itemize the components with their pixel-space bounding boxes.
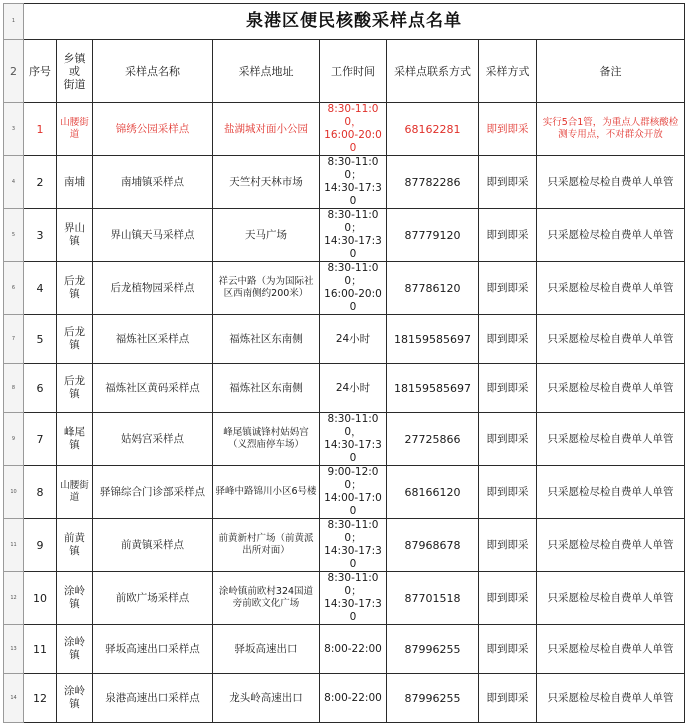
cell-hours-line1: 8:30-11:00； bbox=[327, 156, 379, 181]
cell-method: 即到即采 bbox=[479, 413, 537, 466]
cell-town: 后龙镇 bbox=[57, 315, 93, 364]
cell-method: 即到即采 bbox=[479, 519, 537, 572]
cell-note: 只采愿检尽检自费单人单管 bbox=[537, 156, 685, 209]
cell-contact: 68166120 bbox=[387, 466, 479, 519]
cell-contact: 87968678 bbox=[387, 519, 479, 572]
row-number: 1 bbox=[4, 4, 24, 40]
cell-hours-line1: 8:30-11:00； bbox=[327, 572, 379, 597]
table-row bbox=[4, 625, 685, 674]
cell-seq: 5 bbox=[24, 315, 57, 364]
row-number: 2 bbox=[4, 40, 24, 103]
cell-seq: 2 bbox=[24, 156, 57, 209]
cell-site-name: 驿锦综合门诊部采样点 bbox=[93, 466, 213, 519]
cell-hours-line1: 8:30-11:00， bbox=[327, 413, 379, 438]
cell-hours-line2: 16:00-20:00 bbox=[324, 129, 382, 154]
cell-town: 后龙镇 bbox=[57, 364, 93, 413]
cell-contact: 87996255 bbox=[387, 625, 479, 674]
table-row bbox=[4, 572, 685, 625]
cell-method: 即到即采 bbox=[479, 674, 537, 723]
header-seq: 序号 bbox=[24, 40, 57, 103]
cell-address: 福炼社区东南侧 bbox=[213, 364, 320, 413]
row-number: 4 bbox=[4, 156, 24, 209]
cell-note: 只采愿检尽检自费单人单管 bbox=[537, 674, 685, 723]
cell-hours-line1: 8:00-22:00 bbox=[324, 642, 382, 655]
cell-method: 即到即采 bbox=[479, 572, 537, 625]
row-number: 7 bbox=[4, 315, 24, 364]
cell-note: 实行5合1管，为重点人群核酸检测专用点，不对群众开放 bbox=[537, 103, 685, 156]
cell-seq: 6 bbox=[24, 364, 57, 413]
cell-seq: 10 bbox=[24, 572, 57, 625]
cell-site-name: 福炼社区采样点 bbox=[93, 315, 213, 364]
cell-hours bbox=[320, 103, 387, 156]
cell-hours-line2: 14:30-17:30 bbox=[324, 545, 382, 570]
cell-method: 即到即采 bbox=[479, 156, 537, 209]
cell-hours-line1: 9:00-12:00； bbox=[327, 466, 379, 491]
cell-site-name: 泉港高速出口采样点 bbox=[93, 674, 213, 723]
row-number: 12 bbox=[4, 572, 24, 625]
cell-hours-line2: 14:30-17:30 bbox=[324, 182, 382, 207]
cell-hours bbox=[320, 674, 387, 723]
cell-town: 涂岭镇 bbox=[57, 572, 93, 625]
row-number: 14 bbox=[4, 674, 24, 723]
cell-hours-line2: 14:30-17:30 bbox=[324, 235, 382, 260]
cell-town: 涂岭镇 bbox=[57, 625, 93, 674]
header-row bbox=[4, 40, 685, 103]
cell-contact: 18159585697 bbox=[387, 315, 479, 364]
cell-address: 祥云中路（为为国际社区西南侧约200米） bbox=[213, 262, 320, 315]
cell-address: 驿峰中路锦川小区6号楼 bbox=[213, 466, 320, 519]
cell-seq: 8 bbox=[24, 466, 57, 519]
row-number: 5 bbox=[4, 209, 24, 262]
cell-site-name: 界山镇天马采样点 bbox=[93, 209, 213, 262]
cell-hours-line2: 14:30-17:30 bbox=[324, 598, 382, 623]
cell-contact: 27725866 bbox=[387, 413, 479, 466]
header-town bbox=[57, 40, 93, 103]
table-row bbox=[4, 413, 685, 466]
cell-method: 即到即采 bbox=[479, 103, 537, 156]
cell-hours-line1: 8:30-11:00； bbox=[327, 262, 379, 287]
cell-hours bbox=[320, 364, 387, 413]
cell-seq: 12 bbox=[24, 674, 57, 723]
cell-hours bbox=[320, 466, 387, 519]
cell-note: 只采愿检尽检自费单人单管 bbox=[537, 262, 685, 315]
cell-hours bbox=[320, 315, 387, 364]
header-address: 采样点地址 bbox=[213, 40, 320, 103]
table-row bbox=[4, 262, 685, 315]
cell-town: 涂岭镇 bbox=[57, 674, 93, 723]
cell-seq: 7 bbox=[24, 413, 57, 466]
cell-town: 前黄镇 bbox=[57, 519, 93, 572]
table-title: 泉港区便民核酸采样点名单 bbox=[24, 4, 685, 40]
header-site-name: 采样点名称 bbox=[93, 40, 213, 103]
cell-hours-line1: 24小时 bbox=[335, 381, 371, 394]
row-number: 11 bbox=[4, 519, 24, 572]
cell-note: 只采愿检尽检自费单人单管 bbox=[537, 466, 685, 519]
cell-site-name: 南埔镇采样点 bbox=[93, 156, 213, 209]
header-method: 采样方式 bbox=[479, 40, 537, 103]
cell-note: 只采愿检尽检自费单人单管 bbox=[537, 413, 685, 466]
row-number: 3 bbox=[4, 103, 24, 156]
cell-method: 即到即采 bbox=[479, 466, 537, 519]
cell-site-name: 驿坂高速出口采样点 bbox=[93, 625, 213, 674]
table-row bbox=[4, 674, 685, 723]
table-row bbox=[4, 466, 685, 519]
cell-hours-line1: 8:00-22:00 bbox=[324, 691, 382, 704]
cell-town: 南埔 bbox=[57, 156, 93, 209]
cell-address: 天马广场 bbox=[213, 209, 320, 262]
header-town-line1: 乡镇或 bbox=[63, 51, 86, 78]
cell-note: 只采愿检尽检自费单人单管 bbox=[537, 315, 685, 364]
table-row bbox=[4, 156, 685, 209]
cell-note: 只采愿检尽检自费单人单管 bbox=[537, 209, 685, 262]
cell-address: 盐湖城对面小公园 bbox=[213, 103, 320, 156]
cell-site-name: 锦绣公园采样点 bbox=[93, 103, 213, 156]
table-row bbox=[4, 364, 685, 413]
cell-town: 峰尾镇 bbox=[57, 413, 93, 466]
cell-hours bbox=[320, 625, 387, 674]
cell-seq: 9 bbox=[24, 519, 57, 572]
cell-hours bbox=[320, 156, 387, 209]
title-row bbox=[4, 4, 685, 40]
cell-address: 天竺村天林市场 bbox=[213, 156, 320, 209]
cell-hours bbox=[320, 572, 387, 625]
cell-seq: 3 bbox=[24, 209, 57, 262]
cell-hours bbox=[320, 262, 387, 315]
row-number: 9 bbox=[4, 413, 24, 466]
table-row bbox=[4, 103, 685, 156]
cell-address: 前黄新村广场（前黄派出所对面） bbox=[213, 519, 320, 572]
cell-method: 即到即采 bbox=[479, 262, 537, 315]
cell-method: 即到即采 bbox=[479, 209, 537, 262]
header-contact: 采样点联系方式 bbox=[387, 40, 479, 103]
cell-seq: 1 bbox=[24, 103, 57, 156]
cell-address: 驿坂高速出口 bbox=[213, 625, 320, 674]
row-number: 10 bbox=[4, 466, 24, 519]
cell-hours-line1: 8:30-11:00； bbox=[327, 519, 379, 544]
table-row bbox=[4, 315, 685, 364]
cell-note: 只采愿检尽检自费单人单管 bbox=[537, 572, 685, 625]
table-row bbox=[4, 209, 685, 262]
cell-address: 峰尾镇诚锋村姑妈宫（义烈庙停车场） bbox=[213, 413, 320, 466]
cell-town: 后龙镇 bbox=[57, 262, 93, 315]
cell-hours bbox=[320, 413, 387, 466]
cell-town: 山腰街道 bbox=[57, 103, 93, 156]
cell-contact: 87782286 bbox=[387, 156, 479, 209]
cell-hours-line2: 14:00-17:00 bbox=[324, 492, 382, 517]
cell-address: 福炼社区东南侧 bbox=[213, 315, 320, 364]
row-number: 6 bbox=[4, 262, 24, 315]
cell-town: 山腰街道 bbox=[57, 466, 93, 519]
cell-contact: 87779120 bbox=[387, 209, 479, 262]
row-number: 13 bbox=[4, 625, 24, 674]
cell-hours-line1: 8:30-11:00， bbox=[327, 103, 379, 128]
cell-hours-line1: 24小时 bbox=[335, 332, 371, 345]
row-number: 8 bbox=[4, 364, 24, 413]
cell-hours bbox=[320, 519, 387, 572]
cell-site-name: 前黄镇采样点 bbox=[93, 519, 213, 572]
sampling-sites-table bbox=[3, 3, 685, 723]
cell-method: 即到即采 bbox=[479, 364, 537, 413]
cell-address: 涂岭镇前欧村324国道旁前欧文化广场 bbox=[213, 572, 320, 625]
cell-address: 龙头岭高速出口 bbox=[213, 674, 320, 723]
cell-town: 界山镇 bbox=[57, 209, 93, 262]
cell-seq: 11 bbox=[24, 625, 57, 674]
header-town-line2: 街道 bbox=[63, 77, 86, 91]
cell-note: 只采愿检尽检自费单人单管 bbox=[537, 625, 685, 674]
cell-site-name: 前欧广场采样点 bbox=[93, 572, 213, 625]
cell-hours-line2: 14:30-17:30 bbox=[324, 439, 382, 464]
cell-method: 即到即采 bbox=[479, 625, 537, 674]
cell-hours-line1: 8:30-11:00； bbox=[327, 209, 379, 234]
cell-contact: 87996255 bbox=[387, 674, 479, 723]
cell-contact: 18159585697 bbox=[387, 364, 479, 413]
cell-site-name: 后龙植物园采样点 bbox=[93, 262, 213, 315]
cell-contact: 87701518 bbox=[387, 572, 479, 625]
cell-contact: 87786120 bbox=[387, 262, 479, 315]
cell-method: 即到即采 bbox=[479, 315, 537, 364]
cell-note: 只采愿检尽检自费单人单管 bbox=[537, 519, 685, 572]
cell-hours bbox=[320, 209, 387, 262]
header-notes: 备注 bbox=[537, 40, 685, 103]
cell-note: 只采愿检尽检自费单人单管 bbox=[537, 364, 685, 413]
header-hours: 工作时间 bbox=[320, 40, 387, 103]
table-row bbox=[4, 519, 685, 572]
cell-site-name: 姑妈宫采样点 bbox=[93, 413, 213, 466]
cell-contact: 68162281 bbox=[387, 103, 479, 156]
cell-seq: 4 bbox=[24, 262, 57, 315]
cell-site-name: 福炼社区黄码采样点 bbox=[93, 364, 213, 413]
cell-hours-line2: 16:00-20:00 bbox=[324, 288, 382, 313]
